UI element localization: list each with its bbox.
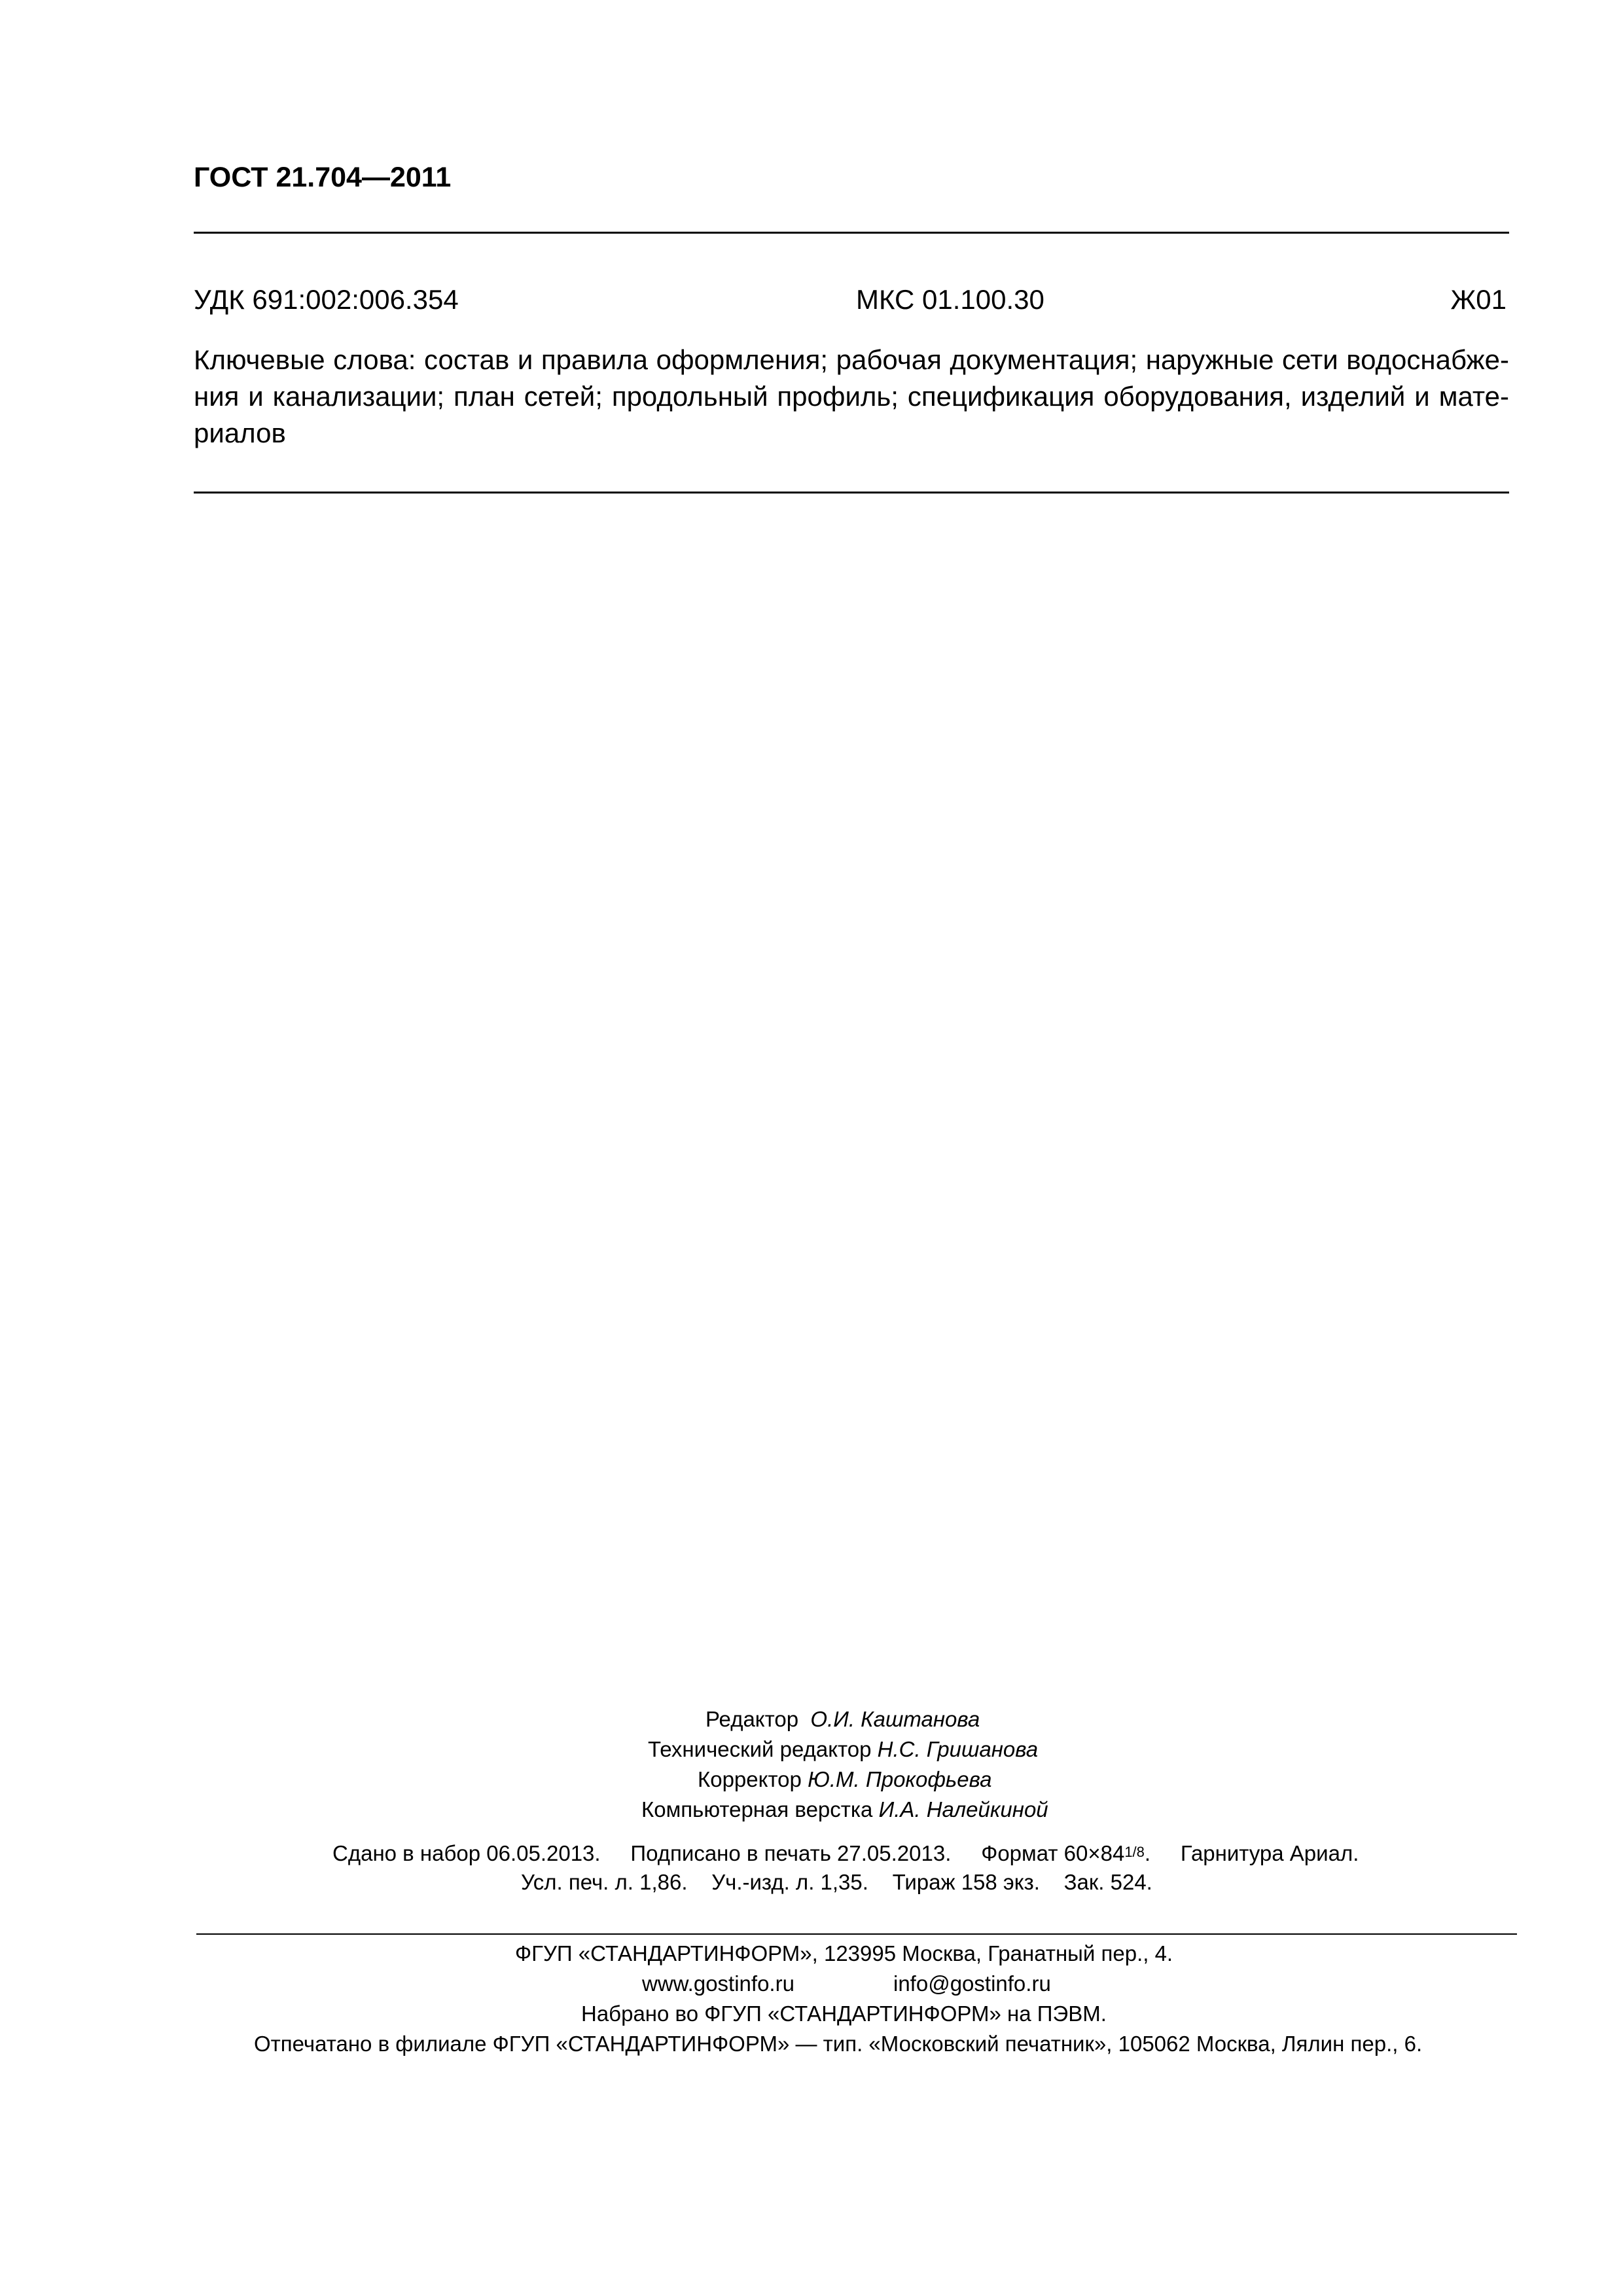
print-info-line-2 (521, 1867, 1152, 1897)
paper-format: Формат 60×841/8. (981, 1841, 1151, 1865)
publisher-website[interactable]: www.gostinfo.ru (642, 1971, 794, 1996)
tech-editor-name: Н.С. Гришанова (877, 1737, 1039, 1761)
classification-row (194, 281, 1509, 318)
corrector-name: Ю.М. Прокофьева (808, 1767, 992, 1791)
typeface: Гарнитура Ариал. (1180, 1841, 1359, 1865)
keywords-block (194, 342, 1509, 452)
signed-date: Подписано в печать 27.05.2013. (630, 1841, 952, 1865)
printed-location: Отпечатано в филиале ФГУП «СТАНДАРТИНФОРМ» — тип. «Московский печатник», 105062 Москва, Лялин пер., 6. (254, 2032, 1423, 2056)
editor-label: Редактор (705, 1707, 799, 1731)
typeset-date: Сдано в набор 06.05.2013. (332, 1841, 601, 1865)
credit-corrector (698, 1765, 992, 1794)
top-divider (194, 232, 1509, 234)
credit-editor (705, 1704, 980, 1734)
keywords-divider (194, 492, 1509, 493)
layout-label: Компьютерная верстка (641, 1797, 873, 1821)
order-number: Зак. 524. (1063, 1870, 1152, 1894)
keywords-line-2: ния и канализации; план сетей; продольный профиль; спецификация оборудования, изделий и мате- (194, 381, 1509, 412)
keywords-line-1: Ключевые слова: состав и правила оформления; рабочая документация; наружные сети водоснабже- (194, 344, 1509, 375)
keywords-line-3: риалов (194, 418, 286, 448)
print-info-line-1 (332, 1837, 1359, 1868)
publisher-email[interactable]: info@gostinfo.ru (893, 1971, 1051, 1996)
corrector-label: Корректор (698, 1767, 802, 1791)
group-code: Ж01 (1450, 284, 1507, 315)
imprint-divider (196, 1933, 1517, 1935)
udk-code: УДК 691:002:006.354 (194, 284, 459, 315)
publisher-sheets: Уч.-изд. л. 1,35. (711, 1870, 868, 1894)
publisher-address: ФГУП «СТАНДАРТИНФОРМ», 123995 Москва, Гранатный пер., 4. (515, 1941, 1173, 1965)
typeset-location: Набрано во ФГУП «СТАНДАРТИНФОРМ» на ПЭВМ. (581, 2001, 1107, 2026)
credit-layout (641, 1795, 1048, 1824)
editor-name: О.И. Каштанова (810, 1707, 980, 1731)
document-code: ГОСТ 21.704—2011 (194, 162, 452, 193)
print-sheets: Усл. печ. л. 1,86. (521, 1870, 688, 1894)
layout-name: И.А. Налейкиной (878, 1797, 1048, 1821)
mks-code: МКС 01.100.30 (856, 284, 1044, 315)
tech-editor-label: Технический редактор (648, 1737, 872, 1761)
paper-format-size: Формат 60×84 (981, 1841, 1125, 1865)
paper-format-fraction: 1/8 (1124, 1844, 1145, 1860)
circulation: Тираж 158 экз. (892, 1870, 1040, 1894)
credit-tech-editor (648, 1734, 1038, 1764)
